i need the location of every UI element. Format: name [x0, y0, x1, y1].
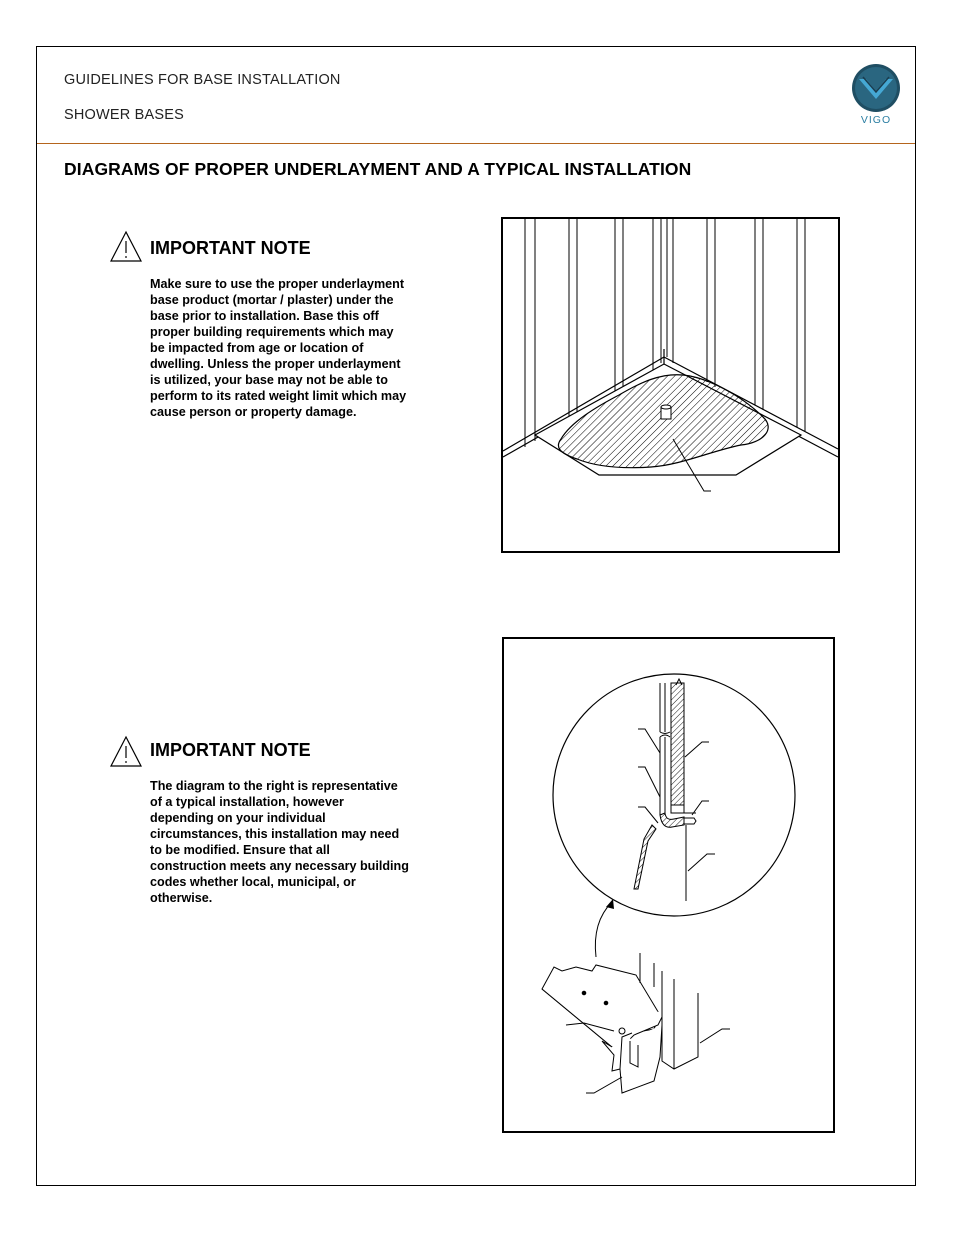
note-body-installation: The diagram to the right is representative of a typical installation, however depending on your individual circumstances, this installation may need to be modified. Ensure that all construction meets any necessary building codes whether local, municipal, or otherwise.	[150, 779, 409, 905]
logo-text: VIGO	[860, 114, 892, 126]
vigo-logo	[846, 62, 906, 128]
drain-icon	[661, 405, 671, 419]
document-category: GUIDELINES FOR BASE INSTALLATION	[64, 72, 341, 88]
note-body-underlayment: Make sure to use the proper underlayment base product (mortar / plaster) under the base prior to installation. Base this off proper building requirements which may be impacted from age or location of dwelling. Unless the proper underlayment is utilized, your base may not be able to perform to its rated weight limit which may cause person or property damage.	[150, 277, 407, 419]
document-subcategory: SHOWER BASES	[64, 107, 185, 123]
warning-triangle-icon	[109, 230, 143, 262]
underlayment-diagram	[501, 217, 840, 553]
note-heading-installation: IMPORTANT NOTE	[150, 740, 311, 760]
warning-triangle-icon	[109, 735, 143, 767]
installation-detail-diagram	[502, 637, 835, 1133]
vigo-chevron-logo-icon	[846, 62, 906, 114]
note-heading-underlayment: IMPORTANT NOTE	[150, 238, 311, 258]
page-title: DIAGRAMS OF PROPER UNDERLAYMENT AND A TYPICAL INSTALLATION	[64, 159, 692, 179]
header-divider	[37, 143, 915, 144]
